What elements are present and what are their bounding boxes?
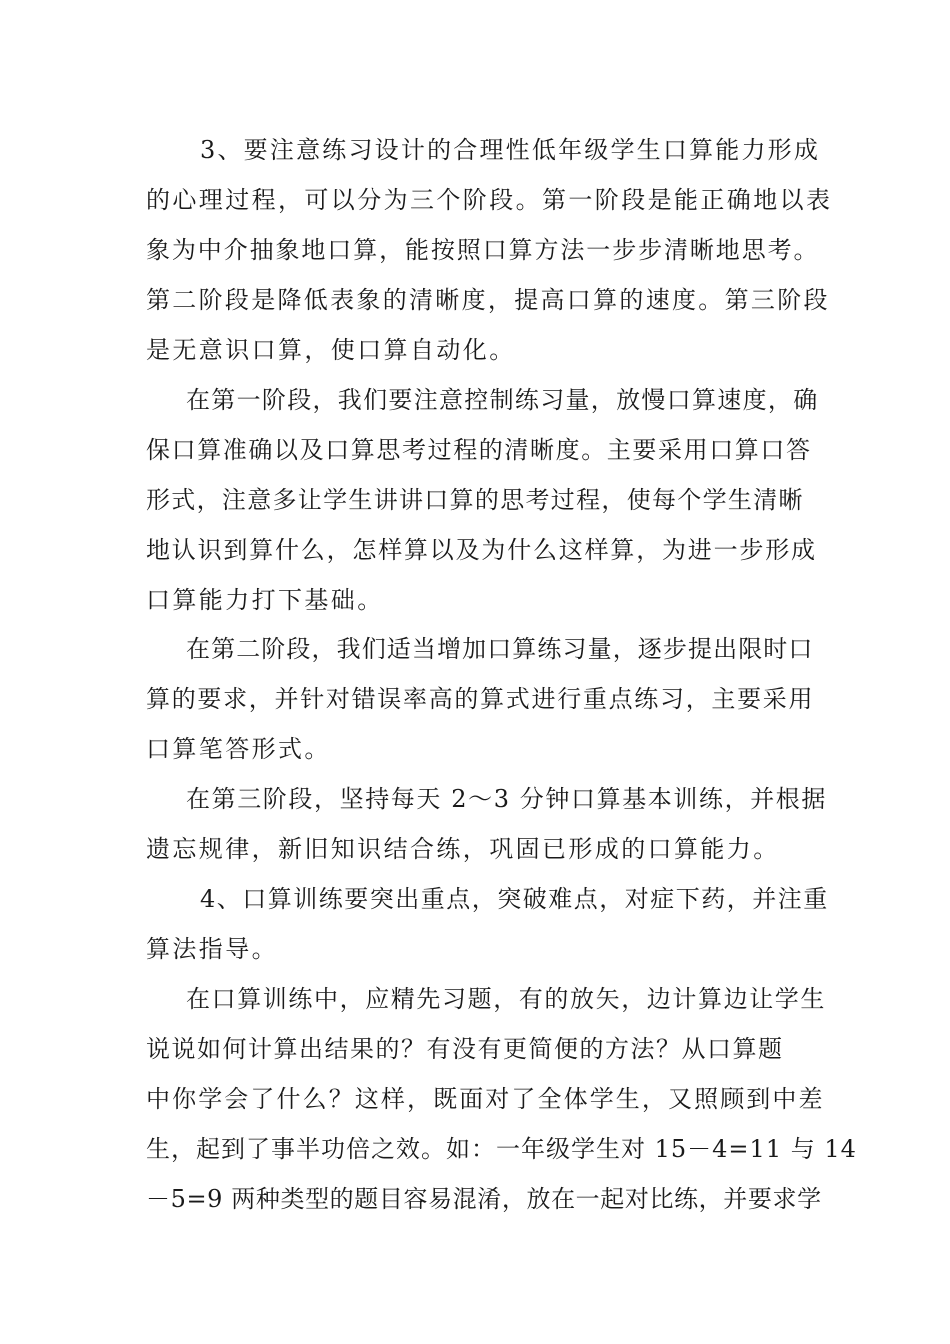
paragraph-line: 在第一阶段，我们要注意控制练习量，放慢口算速度，确 xyxy=(186,386,819,414)
paragraph-line: 在第二阶段，我们适当增加口算练习量，逐步提出限时口 xyxy=(186,635,814,663)
paragraph-line: 在第三阶段，坚持每天 2～3 分钟口算基本训练，并根据 xyxy=(186,785,827,813)
paragraph-line: 算法指导。 xyxy=(146,935,278,963)
paragraph-line: 4、口算训练要突出重点，突破难点，对症下药，并注重 xyxy=(200,885,829,913)
paragraph-line: 保口算准确以及口算思考过程的清晰度。主要采用口算口答 xyxy=(146,436,812,464)
paragraph-line: 象为中介抽象地口算，能按照口算方法一步步清晰地思考。 xyxy=(146,236,820,264)
paragraph-line: 3、要注意练习设计的合理性低年级学生口算能力形成 xyxy=(200,136,821,164)
paragraph-line: 在口算训练中，应精先习题，有的放矢，边计算边让学生 xyxy=(186,985,826,1013)
paragraph-line: 第二阶段是降低表象的清晰度，提高口算的速度。第三阶段 xyxy=(146,286,830,314)
paragraph-line: 遗忘规律，新旧知识结合练，巩固已形成的口算能力。 xyxy=(146,835,780,863)
paragraph-line: 的心理过程，可以分为三个阶段。第一阶段是能正确地以表 xyxy=(146,186,833,214)
paragraph-line: 中你学会了什么？这样，既面对了全体学生，又照顾到中差 xyxy=(146,1085,825,1113)
paragraph-line: 形式，注意多让学生讲讲口算的思考过程，使每个学生清晰 xyxy=(146,486,804,514)
paragraph-line: 口算能力打下基础。 xyxy=(146,586,384,614)
paragraph-line: 口算笔答形式。 xyxy=(146,735,331,763)
paragraph-line: 说说如何计算出结果的？有没有更简便的方法？从口算题 xyxy=(146,1035,784,1063)
paragraph-line: 是无意识口算，使口算自动化。 xyxy=(146,336,516,364)
paragraph-line: 地认识到算什么，怎样算以及为什么这样算，为进一步形成 xyxy=(146,536,817,564)
paragraph-line: 生，起到了事半功倍之效。如：一年级学生对 15－4=11 与 14 xyxy=(146,1135,857,1163)
paragraph-line: －5=9 两种类型的题目容易混淆，放在一起对比练，并要求学 xyxy=(146,1185,822,1213)
paragraph-line: 算的要求，并针对错误率高的算式进行重点练习，主要采用 xyxy=(146,685,815,713)
